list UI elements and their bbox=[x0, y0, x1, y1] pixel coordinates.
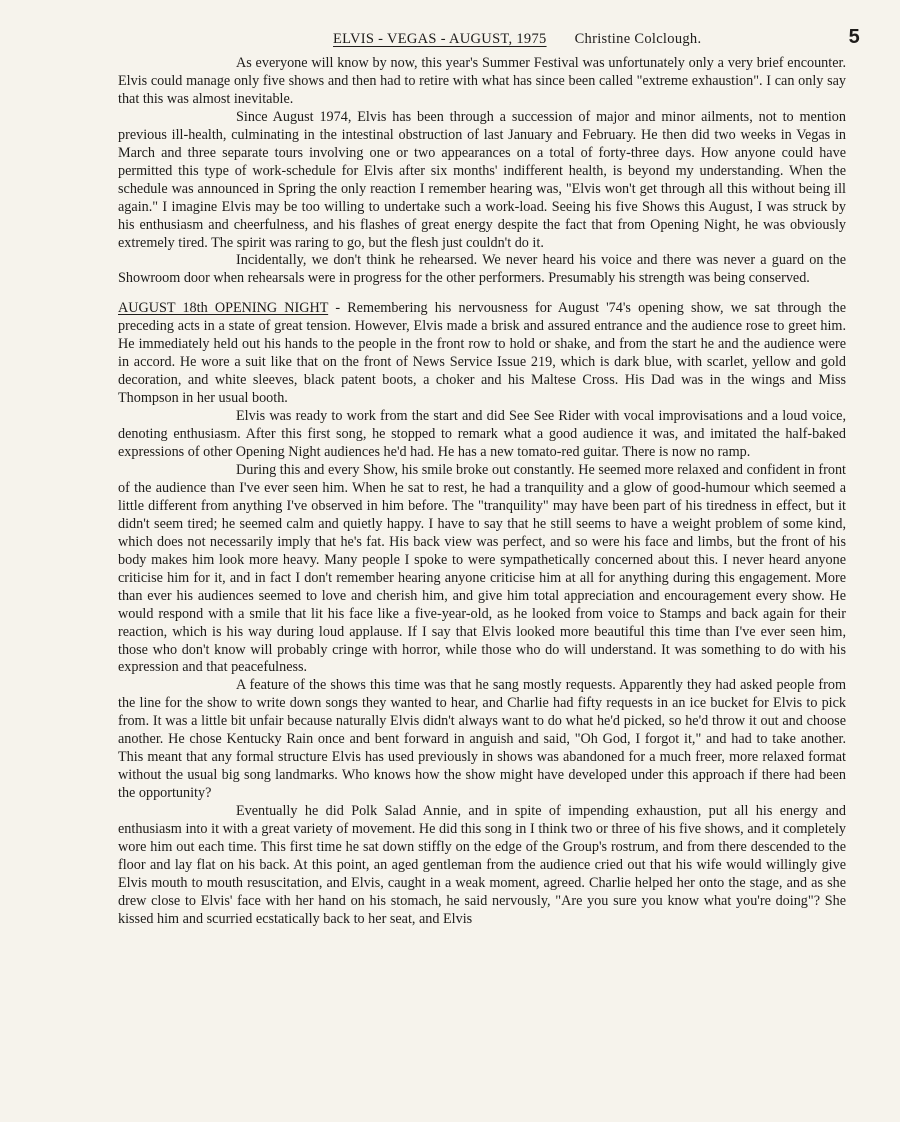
page-number: 5 bbox=[848, 26, 860, 48]
paragraph-opening-night bbox=[118, 300, 846, 408]
paragraph-polk-salad: Eventually he did Polk Salad Annie, and in spite of impending exhaustion, put all his energy and enthusiasm into it with a great variety of movement. He did this song in I think two or three of his five shows, and it completely wore him out each time. This first time he sat down stiffly on the edge of the Group's rostrum, and from there descended to the floor and lay flat on his back. At this point, an aged gentleman from the audience cried out that his wife would willingly give Elvis mouth to mouth resuscitation, and Elvis, caught in a weak moment, agreed. Charlie helped her onto the stage, and as she drew close to Elvis' face with her hand on his stomach, he said nervously, "Are you sure you know what you're doing"? She kissed him and scurried ecstatically back to her seat, and Elvis bbox=[118, 803, 846, 927]
paragraph-first-song: Elvis was ready to work from the start and did See See Rider with vocal improvisations and a loud voice, denoting enthusiasm. After this first song, he stopped to remark what a good audience it was, and imitated the half-baked expressions of other Opening Night audiences he'd had. He has a new tomato-red guitar. There is now no ramp. bbox=[118, 408, 846, 461]
article-body bbox=[118, 55, 846, 929]
paragraph-opening-night-text: - Remembering his nervousness for August '74's opening show, we sat through the preceding acts in a state of great tension. However, Elvis made a brisk and assured entrance and the audience rose to greet him. He immediately held out his hands to the people in the front row to hold or shake, and from the start he and the audience were in accord. He wore a suit like that on the front of News Service Issue 219, which is dark blue, with scarlet, yellow and gold decoration, and white sleeves, black patent boots, a choker and his Maltese Cross. His Dad was in the wings and Miss Thompson in her usual booth. bbox=[118, 300, 846, 407]
paragraph-rehearsal: Incidentally, we don't think he rehearsed. We never heard his voice and there was never a guard on the Showroom door when rehearsals were in progress for the other performers. Presumably his strength was being conserved. bbox=[118, 252, 846, 287]
paragraph-requests: A feature of the shows this time was that he sang mostly requests. Apparently they had asked people from the line for the show to write down songs they wanted to hear, and Charlie had fifty requests in an ice bucket for Elvis to pick from. It was a little bit unfair because naturally Elvis didn't always want to do what he'd picked, so he'd throw it out and choose another. He chose Kentucky Rain once and bent forward in anguish and said, "Oh God, I forgot it," and had to take another. This meant that any formal structure Elvis has used previously in shows was abandoned for a much freer, more relaxed format without the usual big song landmarks. Who knows how the show might have developed under this approach if there had been the opportunity? bbox=[118, 677, 846, 802]
author-name: Christine Colclough. bbox=[574, 31, 702, 47]
page-header bbox=[333, 26, 860, 49]
paragraph-health: Since August 1974, Elvis has been through a succession of major and minor ailments, not to mention previous ill-health, culminating in the intestinal obstruction of last January and February. He then did two weeks in Vegas in March and three separate tours involving one or two appearances on a total of forty-three days. How anyone could have permitted this type of work-schedule for Elvis after six months' indifferent health, is beyond my understanding. When the schedule was announced in Spring the only reaction I remember hearing was, "Elvis won't get through all this without being ill again." I imagine Elvis may be too willing to undertake such a work-load. Seeing his five Shows this August, I was struck by his enthusiasm and cheerfulness, and his flashes of great energy despite the fact that from Opening Night, he was obviously extremely tired. The spirit was raring to go, but the flesh just couldn't do it. bbox=[118, 108, 846, 251]
paragraph-smile: During this and every Show, his smile broke out constantly. He seemed more relaxed and confident in front of the audience than I've ever seen him. When he sat to rest, he had a tranquility and a glow of good-humour which seemed a little different from anything I've observed in him before. The "tranquility" may have been part of his tiredness in effect, but it didn't seem tired; he seemed calm and quietly happy. I have to say that he still seems to have a weight problem of some kind, which does not necessarily imply that he's fat. His back view was perfect, and so were his face and limbs, but the front of his body makes him look more heavy. Many people I spoke to were sympathetically concerned about this. I never heard anyone criticise him for it, and in fact I don't remember hearing anyone criticise him at all for anything during this engagement. More than ever his audiences seemed to love and cherish him, and give him total appreciation and encouragement every show. He would respond with a smile that lit his face like a five-year-old, as he looked from voice to Stamps and back again for their reaction, which is his way during loud applause. If I say that Elvis looked more beautiful this time than I've ever seen him, those who don't know will probably cringe with horror, while those who do will understand. It was something to do with his expression and that peacefulness. bbox=[118, 461, 846, 676]
paragraph-intro: As everyone will know by now, this year's Summer Festival was unfortunately only a very brief encounter. Elvis could manage only five shows and then had to retire with what has since been called "extreme exhaustion". I can only say that this was almost inevitable. bbox=[118, 55, 846, 107]
article-title: ELVIS - VEGAS - AUGUST, 1975 bbox=[333, 31, 547, 47]
section-heading: AUGUST 18th OPENING NIGHT bbox=[118, 300, 329, 317]
